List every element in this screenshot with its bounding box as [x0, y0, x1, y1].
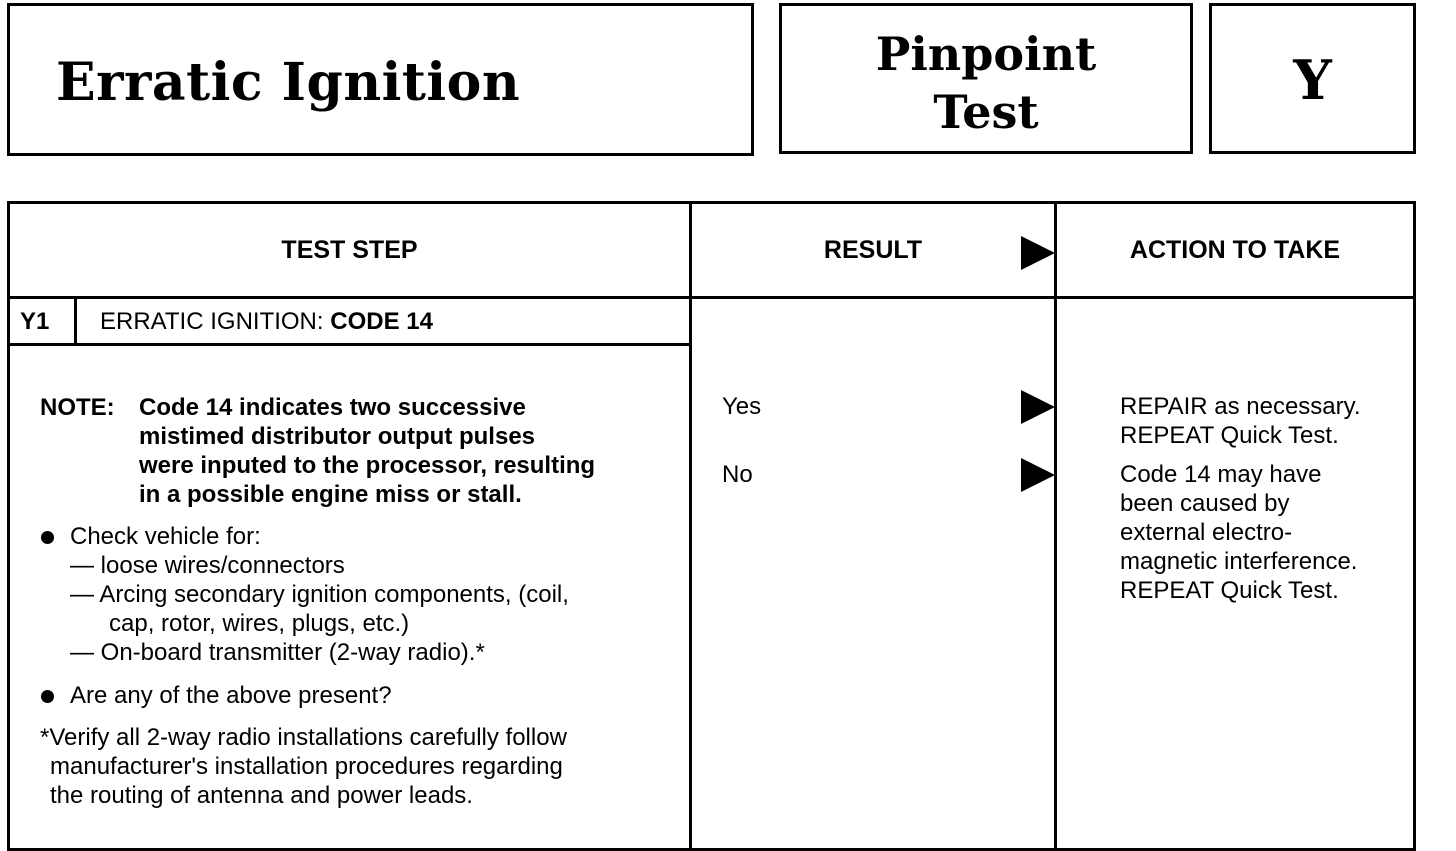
column-divider-1 — [689, 204, 692, 848]
bullet-icon — [41, 690, 54, 703]
test-code: Y — [1293, 48, 1332, 112]
step-id: Y1 — [20, 308, 50, 335]
note-line: mistimed distributor output pulses — [139, 423, 536, 450]
page-title: Erratic Ignition — [56, 52, 521, 113]
bullet-icon — [41, 531, 54, 544]
result-no: No — [722, 461, 753, 488]
action-line: been caused by — [1120, 490, 1290, 517]
action-line: REPEAT Quick Test. — [1120, 577, 1339, 604]
header-result: RESULT — [823, 236, 923, 264]
note-line: were inputed to the processor, resulting — [139, 452, 596, 479]
pinpoint-label: Pinpoint — [875, 27, 1097, 81]
action-line: REPAIR as necessary. — [1120, 393, 1361, 420]
footnote-line: the routing of antenna and power leads. — [50, 782, 473, 809]
header-arrow-icon — [1021, 236, 1055, 270]
action-line: REPEAT Quick Test. — [1120, 422, 1339, 449]
action-line: external electro- — [1120, 519, 1293, 546]
test-table — [7, 201, 1416, 851]
test-label: Test — [933, 85, 1039, 139]
check-item: — Arcing secondary ignition components, (coil, — [70, 581, 569, 608]
title-box — [7, 3, 754, 156]
check-item: — On-board transmitter (2-way radio).* — [70, 639, 485, 666]
check-item: — loose wires/connectors — [70, 552, 345, 579]
header-divider — [10, 296, 1413, 299]
step-title-divider — [10, 343, 692, 346]
column-divider-2 — [1054, 204, 1057, 848]
pinpoint-test-box — [779, 3, 1193, 154]
footnote-line: *Verify all 2-way radio installations carefully follow — [40, 724, 567, 751]
note-line: in a possible engine miss or stall. — [139, 481, 522, 508]
step-title: ERRATIC IGNITION: CODE 14 — [100, 308, 433, 335]
test-code-box — [1209, 3, 1416, 154]
note-line: Code 14 indicates two successive — [139, 394, 526, 421]
result-yes: Yes — [722, 393, 762, 420]
header-action: ACTION TO TAKE — [1129, 236, 1341, 264]
action-line: Code 14 may have — [1120, 461, 1322, 488]
action-line: magnetic interference. — [1120, 548, 1358, 575]
step-id-divider — [74, 296, 77, 343]
footnote-line: manufacturer's installation procedures regarding — [50, 753, 563, 780]
note-label: NOTE: — [40, 394, 115, 421]
header-test-step: TEST STEP — [281, 236, 418, 264]
result-no-arrow-icon — [1021, 458, 1055, 492]
result-yes-arrow-icon — [1021, 390, 1055, 424]
question-text: Are any of the above present? — [70, 682, 392, 709]
check-item: cap, rotor, wires, plugs, etc.) — [109, 610, 410, 637]
check-label: Check vehicle for: — [70, 523, 261, 550]
